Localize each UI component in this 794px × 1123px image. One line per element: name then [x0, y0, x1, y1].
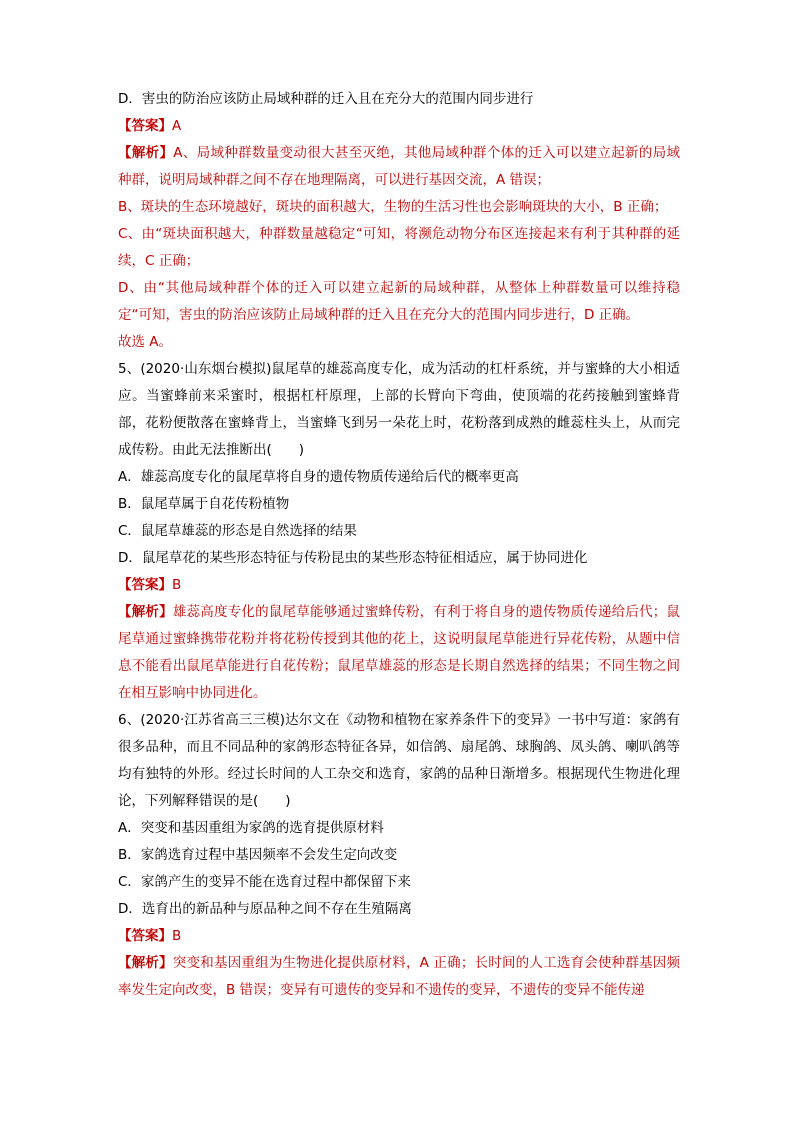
- answer-tag: 【答案】: [118, 118, 172, 134]
- q6-option-d: D．选育出的新品种与原品种之间不存在生殖隔离: [118, 901, 412, 917]
- answer-tag: 【答案】: [118, 928, 172, 944]
- q4-option-d: D．害虫的防治应该防止局域种群的迁入且在充分大的范围内同步进行: [118, 91, 534, 107]
- q5-option-d: D．鼠尾草花的某些形态特征与传粉昆虫的某些形态特征相适应，属于协同进化: [118, 550, 588, 566]
- analysis-text: A、局域种群数量变动很大甚至灭绝，其他局域种群个体的迁入可以建立起新的局域种群，说明局域种群之间不存在地理隔离，可以进行基因交流，A 错误；: [118, 145, 681, 188]
- analysis-tag: 【解析】: [118, 604, 173, 620]
- q4-analysis-a: [118, 140, 680, 194]
- answer-value: A: [172, 118, 182, 134]
- q4-analysis-b: B、斑块的生态环境越好，斑块的面积越大，生物的生活习性也会影响斑块的大小，B 正确；: [118, 199, 668, 215]
- answer-value: B: [172, 577, 182, 593]
- q4-conclusion: 故选 A。: [118, 334, 173, 350]
- analysis-tag: 【解析】: [118, 145, 174, 161]
- q4-answer: [118, 113, 680, 140]
- q5-option-a: A．雄蕊高度专化的鼠尾草将自身的遗传物质传递给后代的概率更高: [118, 469, 519, 485]
- document-page: [118, 86, 680, 1004]
- q4-analysis-d: D、由“其他局域种群个体的迁入可以建立起新的局域种群，从整体上种群数量可以维持稳定“可知，害虫的防治应该防止局域种群的迁入且在充分大的范围内同步进行，D 正确。: [118, 280, 680, 323]
- q6-stem: 6、(2020·江苏省高三三模)达尔文在《动物和植物在家养条件下的变异》一书中写道：家鸽有很多品种，而且不同品种的家鸽形态特征各异，如信鸽、扇尾鸽、球胸鸽、凤头鸽、喇叭鸽等均有独特的外形。经过长时间的人工杂交和选育，家鸽的品种日渐增多。根据现代生物进化理论，下列解释错误的是( ): [118, 712, 680, 809]
- answer-value: B: [172, 928, 182, 944]
- analysis-tag: 【解析】: [118, 955, 173, 971]
- q4-analysis-c: C、由“斑块面积越大，种群数量越稳定“可知，将濒危动物分布区连接起来有利于其种群的延续，C 正确；: [118, 226, 680, 269]
- analysis-text: 突变和基因重组为生物进化提供原材料，A 正确；长时间的人工选育会使种群基因频率发生定向改变，B 错误；变异有可遗传的变异和不遗传的变异，不遗传的变异不能传递: [118, 955, 681, 998]
- q6-option-c: C．家鸽产生的变异不能在选育过程中都保留下来: [118, 874, 411, 890]
- q6-answer: [118, 923, 680, 950]
- q5-option-b: B．鼠尾草属于自花传粉植物: [118, 496, 290, 512]
- q5-answer: [118, 572, 680, 599]
- q5-stem: 5、(2020·山东烟台模拟)鼠尾草的雄蕊高度专化，成为活动的杠杆系统，并与蜜蜂的大小相适应。当蜜蜂前来采蜜时，根据杠杆原理，上部的长臂向下弯曲，使顶端的花药接触到蜜蜂背部，花粉便散落在蜜蜂背上，当蜜蜂飞到另一朵花上时，花粉落到成熟的雌蕊柱头上，从而完成传粉。由此无法推断出( ): [118, 361, 680, 458]
- q6-option-a: A．突变和基因重组为家鸽的选育提供原材料: [118, 820, 384, 836]
- q6-option-b: B．家鸽选育过程中基因频率不会发生定向改变: [118, 847, 398, 863]
- q5-option-c: C．鼠尾草雄蕊的形态是自然选择的结果: [118, 523, 357, 539]
- answer-tag: 【答案】: [118, 577, 172, 593]
- analysis-text: 雄蕊高度专化的鼠尾草能够通过蜜蜂传粉，有利于将自身的遗传物质传递给后代；鼠尾草通过蜜蜂携带花粉并将花粉传授到其他的花上，这说明鼠尾草能进行异花传粉，从题中信息不能看出鼠尾草能进行自花传粉；鼠尾草雄蕊的形态是长期自然选择的结果；不同生物之间在相互影响中协同进化。: [118, 604, 681, 701]
- q5-analysis: [118, 599, 680, 707]
- q6-analysis: [118, 950, 680, 1004]
